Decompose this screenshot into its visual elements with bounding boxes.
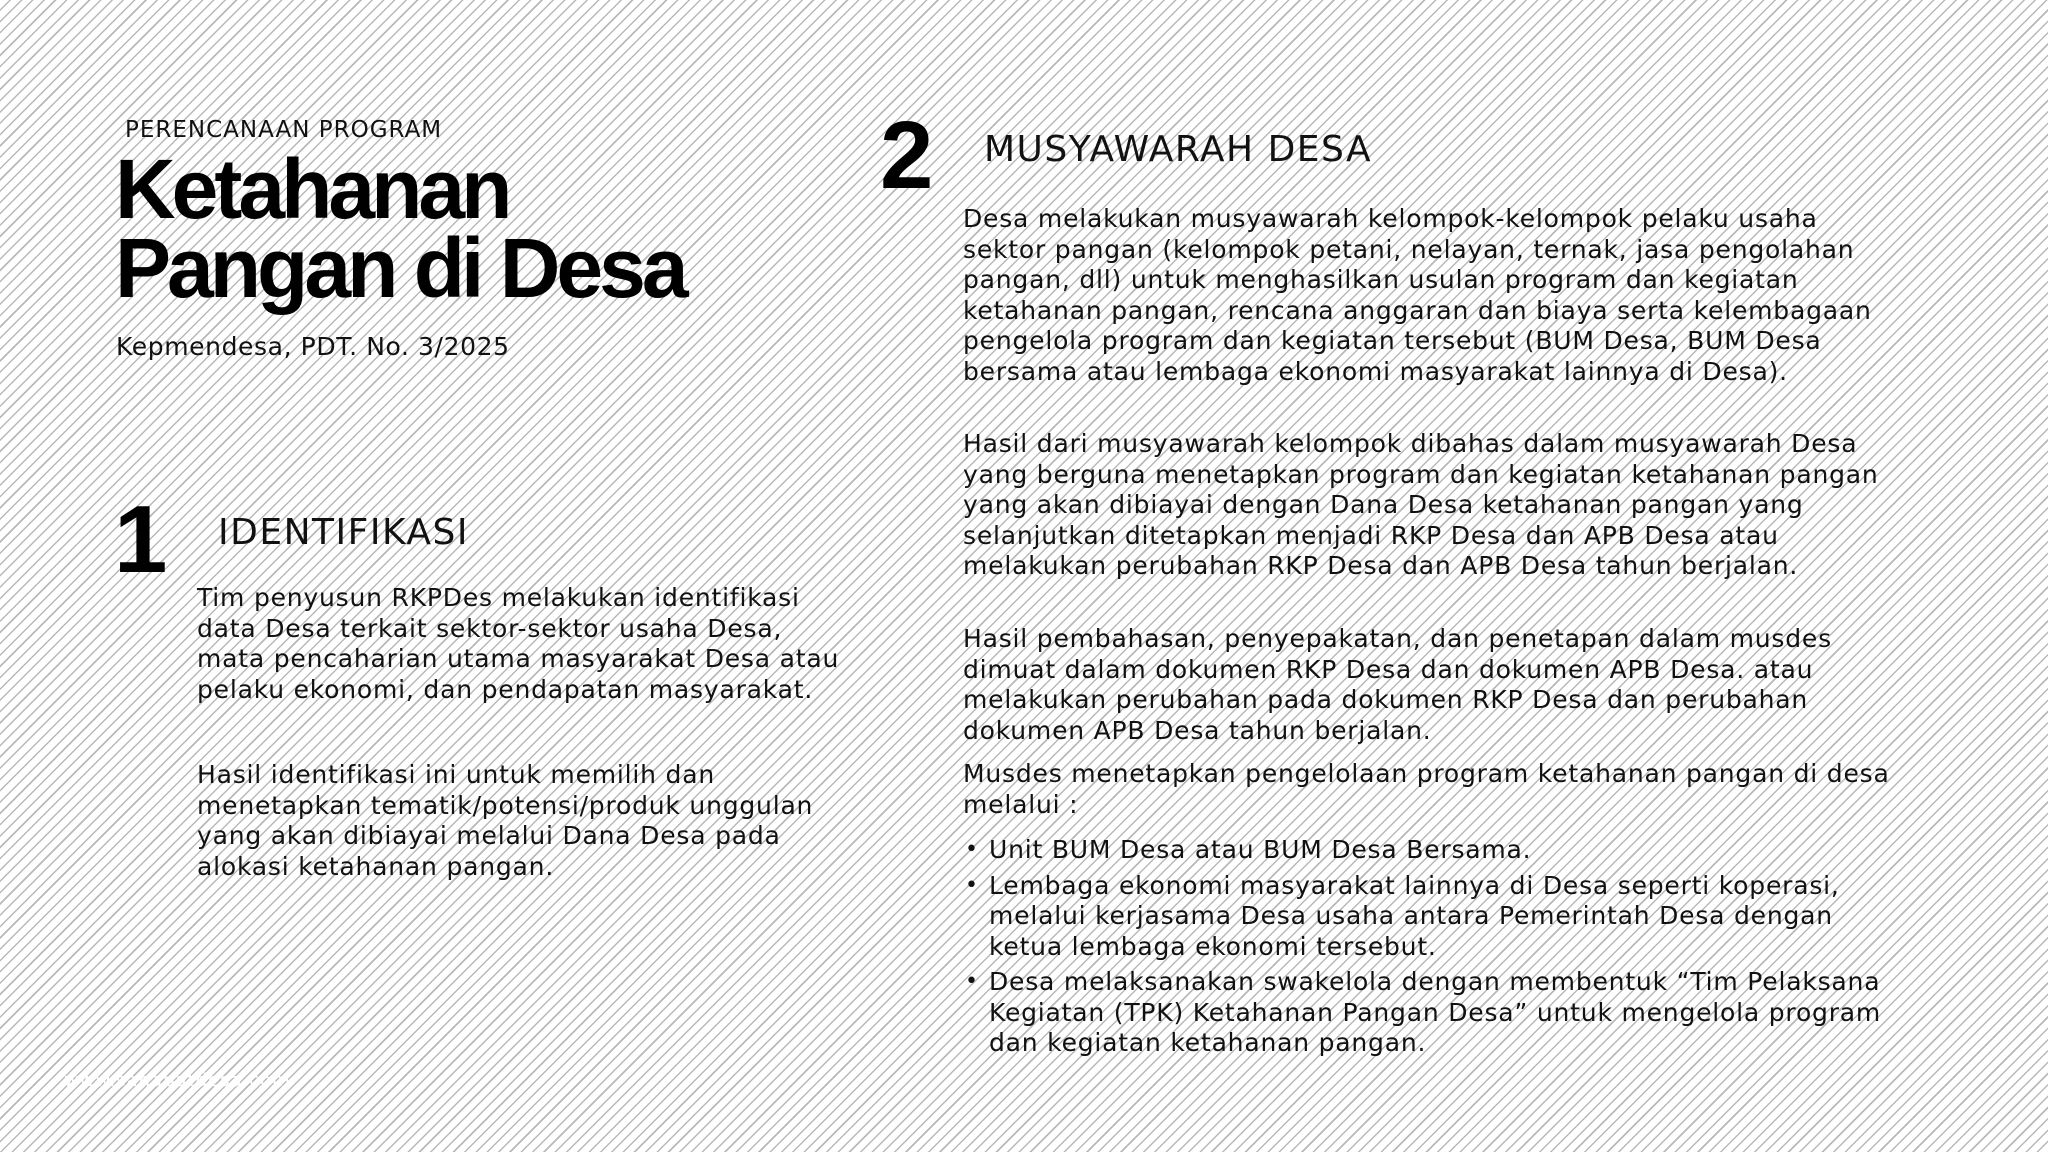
eyebrow-label: PERENCANAAN PROGRAM bbox=[125, 117, 443, 143]
title-line-1: Ketahanan bbox=[115, 142, 509, 236]
page-title bbox=[115, 142, 815, 315]
section-2-paragraph-4: Musdes menetapkan pengelolaan program ketahanan pangan di desa melalui : bbox=[963, 759, 1890, 819]
management-options-list bbox=[963, 835, 1903, 1064]
section-2-heading: MUSYAWARAH DESA bbox=[984, 129, 1373, 170]
watermark: www.sahabatdesa.com bbox=[64, 1070, 291, 1091]
section-2-paragraph-1: Desa melakukan musyawarah kelompok-kelompok pelaku usaha sektor pangan (kelompok petani, nelayan, ternak, jasa pengolahan pangan, dll) untuk menghasilkan usulan program dan kegiatan ketahanan pangan, rencana anggaran dan biaya serta kelembagaan pengelola program dan kegiatan tersebut (BUM Desa, BUM Desa bersama atau lembaga ekonomi masyarakat lainnya di Desa). bbox=[963, 204, 1872, 386]
section-1-heading: IDENTIFIKASI bbox=[218, 512, 470, 553]
bullet-icon: • bbox=[965, 969, 979, 994]
section-2-number: 2 bbox=[880, 102, 934, 209]
section-2-paragraph-2: Hasil dari musyawarah kelompok dibahas dalam musyawarah Desa yang berguna menetapkan program dan kegiatan ketahanan pangan yang akan dibiayai dengan Dana Desa ketahanan pangan yang selanjutkan ditetapkan menjadi RKP Desa dan APB Desa atau melakukan perubahan RKP Desa dan APB Desa tahun berjalan. bbox=[963, 429, 1879, 580]
section-2-paragraph-3: Hasil pembahasan, penyepakatan, dan penetapan dalam musdes dimuat dalam dokumen RKP Desa dan dokumen APB Desa. atau melakukan perubahan pada dokumen RKP Desa dan perubahan dokumen APB Desa tahun berjalan. bbox=[963, 624, 1832, 745]
section-1-number: 1 bbox=[114, 486, 168, 593]
section-1-paragraph-1: Tim penyusun RKPDes melakukan identifikasi data Desa terkait sektor-sektor usaha Desa, mata pencaharian utama masyarakat Desa atau pelaku ekonomi, dan pendapatan masyarakat. bbox=[197, 583, 840, 704]
list-item-text: Lembaga ekonomi masyarakat lainnya di Desa seperti koperasi, melalui kerjasama Desa usaha antara Pemerintah Desa dengan ketua lembaga ekonomi tersebut. bbox=[989, 870, 1840, 961]
list-item-text: Desa melaksanakan swakelola dengan membentuk “Tim Pelaksana Kegiatan (TPK) Ketahanan Pangan Desa” untuk mengelola program dan kegiatan ketahanan pangan. bbox=[989, 967, 1882, 1057]
list-item bbox=[963, 871, 1903, 963]
list-item bbox=[963, 967, 1903, 1059]
title-line-2: Pangan di Desa bbox=[115, 221, 685, 315]
list-item-text: Unit BUM Desa atau BUM Desa Bersama. bbox=[989, 835, 1532, 864]
subtitle: Kepmendesa, PDT. No. 3/2025 bbox=[116, 332, 510, 361]
bullet-icon: • bbox=[965, 837, 979, 862]
bullet-icon: • bbox=[965, 872, 979, 898]
section-1-paragraph-2: Hasil identifikasi ini untuk memilih dan menetapkan tematik/potensi/produk unggulan yang akan dibiayai melalui Dana Desa pada alokasi ketahanan pangan. bbox=[197, 760, 814, 881]
list-item bbox=[963, 835, 1903, 866]
